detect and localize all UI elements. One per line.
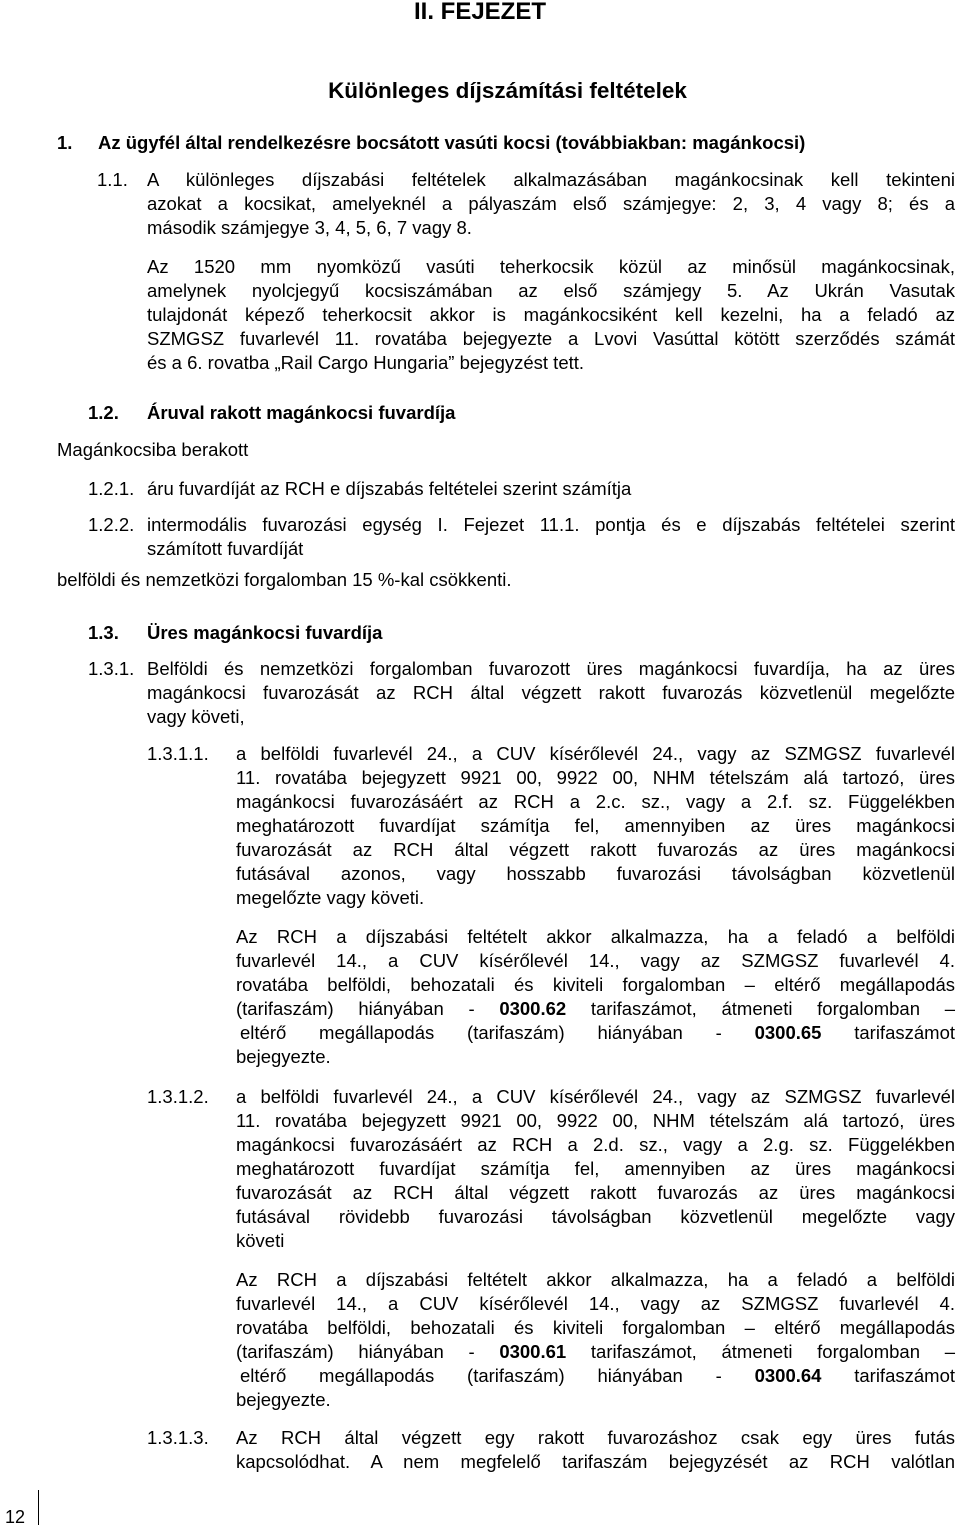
text-line: Az 1520 mm nyomközű vasúti teherkocsik közül az minősül magánkocsinak, (147, 256, 955, 277)
text-line: rovatába belföldi, behozatali és kiviteli forgalomban – eltérő megállapodás (236, 974, 955, 995)
text-line: és a 6. rovatba „Rail Cargo Hungaria” bejegyzést tett. (147, 352, 585, 373)
text-line: SZMGSZ fuvarlevél 11. rovatába bejegyezte a Lvovi Vasúttal kötött szerződés számát (147, 328, 955, 349)
text-line: Az RCH a díjszabási feltételt akkor alkalmazza, ha a feladó a belföldi (236, 926, 955, 947)
section-1-3-heading: Üres magánkocsi fuvardíja (147, 622, 383, 643)
section-1-2-conclusion: belföldi és nemzetközi forgalomban 15 %-kal csökkenti. (57, 569, 512, 590)
section-1-heading: Az ügyfél által rendelkezésre bocsátott vasúti kocsi (továbbiakban: magánkocsi) (98, 132, 806, 153)
item-1-3-1-2-condition (236, 1268, 955, 1412)
page-number: 12 (5, 1507, 26, 1527)
item-1-3-1-1-number: 1.3.1.1. (147, 743, 209, 764)
text-line: bejegyezte. (236, 1389, 331, 1410)
text-line: amelynek nyolcjegyű kocsiszámában az első számjegy 5. Az Ukrán Vasutak (147, 280, 955, 301)
text-line: számított fuvardíját (147, 538, 304, 559)
item-1-3-1-2-text (236, 1085, 955, 1253)
section-1-2-subtitle: Magánkocsiba berakott (57, 439, 249, 460)
page-title: Különleges díjszámítási feltételek (328, 78, 687, 103)
text-line: fuvarozását az RCH által végzett rakott fuvarozás az üres magánkocsi (236, 839, 955, 860)
section-1-1-number: 1.1. (97, 169, 128, 190)
text-line: magánkocsi fuvarozásáért az RCH a 2.c. sz., vagy a 2.f. sz. Függelékben (236, 791, 955, 812)
text-fragment: eltérő megállapodás (tarifaszám) hiányában - (240, 1022, 755, 1043)
text-line: követi (236, 1230, 285, 1251)
item-1-3-1-text (147, 657, 955, 729)
text-line: a belföldi fuvarlevél 24., a CUV kísérőlevél 24., vagy az SZMGSZ fuvarlevél (236, 743, 955, 764)
item-1-2-1-text: áru fuvardíját az RCH e díjszabás feltételei szerint számítja (147, 478, 632, 499)
text-fragment: tarifaszámot, átmeneti forgalomban – (566, 998, 955, 1019)
section-1-number: 1. (57, 132, 73, 153)
text-line: magánkocsi fuvarozásáért az RCH a 2.d. sz., vagy a 2.g. sz. Függelékben (236, 1134, 955, 1155)
text-line: azokat a kocsikat, amelyeknél a pályaszám első számjegye: 2, 3, 4 vagy 8; és a (147, 193, 955, 214)
section-1-3-number: 1.3. (88, 622, 119, 643)
text-line (236, 1364, 955, 1388)
item-1-3-1-1-condition (236, 925, 955, 1069)
tariff-code: 0300.61 (499, 1341, 567, 1362)
text-line: fuvarlevél 14., a CUV kísérőlevél 14., vagy az SZMGSZ fuvarlevél 4. (236, 1293, 955, 1314)
item-1-3-1-2-number: 1.3.1.2. (147, 1086, 209, 1107)
item-1-2-2-number: 1.2.2. (88, 514, 135, 535)
text-line: megelőzte vagy követi. (236, 887, 425, 908)
text-line: futásával rövidebb fuvarozási távolságban közvetlenül megelőzte vagy (236, 1206, 955, 1227)
text-line: intermodális fuvarozási egység I. Fejezet 11.1. pontja és e díjszabás feltételei szerint (147, 514, 955, 535)
text-fragment: eltérő megállapodás (tarifaszám) hiányában - (240, 1365, 755, 1386)
text-line: magánkocsi fuvarozását az RCH által végzett rakott fuvarozás közvetlenül megelőzte (147, 682, 955, 703)
section-1-1-paragraph-2 (147, 255, 955, 375)
item-1-3-1-number: 1.3.1. (88, 658, 135, 679)
text-line: Az RCH a díjszabási feltételt akkor alkalmazza, ha a feladó a belföldi (236, 1269, 955, 1290)
text-line: fuvarozását az RCH által végzett rakott fuvarozás az üres magánkocsi (236, 1182, 955, 1203)
tariff-code: 0300.64 (754, 1365, 822, 1386)
text-line (236, 997, 955, 1021)
text-line: meghatározott fuvardíjat számítja fel, amennyiben az üres magánkocsi (236, 1158, 955, 1179)
chapter-heading: II. FEJEZET (413, 0, 547, 25)
section-1-1-paragraph (147, 168, 955, 240)
text-line: vagy követi, (147, 706, 245, 727)
item-1-3-1-1-text (236, 742, 955, 910)
margin-rule (38, 1490, 39, 1525)
tariff-code: 0300.62 (499, 998, 567, 1019)
tariff-code: 0300.65 (754, 1022, 822, 1043)
text-fragment: (tarifaszám) hiányában - (236, 998, 500, 1019)
text-fragment: tarifaszámot (821, 1365, 955, 1386)
text-line: A különleges díjszabási feltételek alkalmazásában magánkocsinak kell tekinteni (147, 169, 955, 190)
text-line: meghatározott fuvardíjat számítja fel, amennyiben az üres magánkocsi (236, 815, 955, 836)
text-line: Az RCH által végzett egy rakott fuvarozáshoz csak egy üres futás (236, 1427, 955, 1448)
text-line: kapcsolódhat. A nem megfelelő tarifaszám bejegyzését az RCH valótlan (236, 1451, 955, 1472)
text-line (236, 1340, 955, 1364)
text-line: a belföldi fuvarlevél 24., a CUV kísérőlevél 24., vagy az SZMGSZ fuvarlevél (236, 1086, 955, 1107)
text-fragment: (tarifaszám) hiányában - (236, 1341, 500, 1362)
text-line (236, 1021, 955, 1045)
item-1-3-1-3-number: 1.3.1.3. (147, 1427, 209, 1448)
text-line: Belföldi és nemzetközi forgalomban fuvarozott üres magánkocsi fuvardíja, ha az üres (147, 658, 955, 679)
section-1-2-heading: Áruval rakott magánkocsi fuvardíja (147, 402, 456, 423)
text-line: tulajdonát képező teherkocsit akkor is magánkocsiként kell kezelni, ha a feladó az (147, 304, 955, 325)
text-line: 11. rovatába bejegyzett 9921 00, 9922 00, NHM tételszám alá tartozó, üres (236, 767, 955, 788)
item-1-2-2-text (147, 513, 955, 561)
text-line: rovatába belföldi, behozatali és kiviteli forgalomban – eltérő megállapodás (236, 1317, 955, 1338)
text-line: 11. rovatába bejegyzett 9921 00, 9922 00, NHM tételszám alá tartozó, üres (236, 1110, 955, 1131)
text-line: fuvarlevél 14., a CUV kísérőlevél 14., vagy az SZMGSZ fuvarlevél 4. (236, 950, 955, 971)
section-1-2-number: 1.2. (88, 402, 119, 423)
text-line: futásával azonos, vagy hosszabb fuvarozási távolságban közvetlenül (236, 863, 955, 884)
item-1-2-1-number: 1.2.1. (88, 478, 135, 499)
text-fragment: tarifaszámot (821, 1022, 955, 1043)
item-1-3-1-3-text (236, 1426, 955, 1474)
text-line: második számjegye 3, 4, 5, 6, 7 vagy 8. (147, 217, 472, 238)
text-line: bejegyezte. (236, 1046, 331, 1067)
text-fragment: tarifaszámot, átmeneti forgalomban – (566, 1341, 955, 1362)
